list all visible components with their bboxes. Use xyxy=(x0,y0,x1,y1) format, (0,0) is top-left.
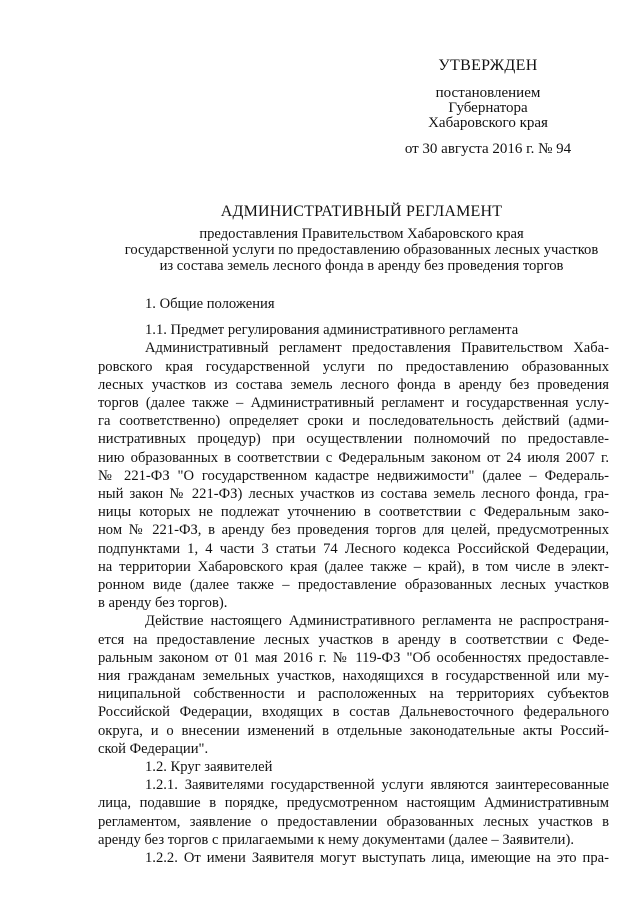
text-line: ниципальной собственности и расположенных на территориях субъектов xyxy=(98,686,609,703)
text-line: ном № 221-ФЗ, в аренду без проведения торгов для целей, предусмотренных xyxy=(98,522,609,539)
subtitle-line: государственной услуги по предоставлению образованных лесных участков xyxy=(124,242,599,258)
text-line: № 221-ФЗ "О государственном кадастре недвижимости" (далее – Федераль- xyxy=(98,467,609,484)
subtitle-line: из состава земель лесного фонда в аренду без проведения торгов xyxy=(159,258,564,274)
paragraph-4 xyxy=(98,849,609,867)
text-line: в аренду без торгов). xyxy=(98,595,228,612)
document-title: АДМИНИСТРАТИВНЫЙ РЕГЛАМЕНТ xyxy=(220,203,503,220)
text-line: Действие настоящего Административного регламента не распространя- xyxy=(145,613,609,630)
approval-stamp xyxy=(388,57,588,157)
text-line: ницы которых не подлежат уточнению в соответствии с Федеральным зако- xyxy=(98,504,609,521)
document-subtitle xyxy=(90,226,633,274)
text-line: аренду без торгов с прилагаемыми к нему документами (далее – Заявители). xyxy=(98,831,574,848)
text-line: лесных участков из состава земель лесного фонда в аренду без проведения xyxy=(98,376,609,393)
approval-line-1: постановлением xyxy=(435,85,541,101)
approval-line-2: Губернатора xyxy=(448,100,528,116)
paragraph-3 xyxy=(98,776,609,849)
paragraph-2 xyxy=(98,612,609,758)
text-line: га соответственно) определяет сроки и последовательность действий (адми- xyxy=(98,413,609,430)
text-line: нию образованных в соответствии с Федеральным законом от 24 июля 2007 г. xyxy=(98,449,609,466)
section-circle-heading: 1.2. Круг заявителей xyxy=(145,759,273,776)
approved-label: УТВЕРЖДЕН xyxy=(438,57,538,74)
text-line: ровского края государственной услуги по предоставлению образованных xyxy=(98,358,609,375)
text-line: Административный регламент предоставления Правительством Хаба- xyxy=(145,340,609,357)
subtitle-line: предоставления Правительством Хабаровского края xyxy=(199,226,524,242)
text-line: ется на предоставление лесных участков в аренду в соответствии с Феде- xyxy=(98,631,609,648)
document-body xyxy=(98,295,609,867)
text-line: ронном виде (далее также – предоставление образованных лесных участков xyxy=(98,577,609,594)
text-line: ской Федерации". xyxy=(98,740,209,757)
text-line: 1.2.1. Заявителями государственной услуги являются заинтересованные xyxy=(145,777,609,794)
text-line: нистративных процедур) при осуществлении полномочий по предоставле- xyxy=(98,431,609,448)
text-line: Российской Федерации, входящих в состав Дальневосточного федерального xyxy=(98,704,609,721)
text-line: регламентом, заявление о предоставлении образованных лесных участков в xyxy=(98,813,609,830)
text-line: ный закон № 221-ФЗ) лесных участков из состава земель лесного фонда, гра- xyxy=(98,486,609,503)
approval-line-3: Хабаровского края xyxy=(428,115,548,131)
text-line: подпунктами 1, 4 части 3 статьи 74 Лесного кодекса Российской Федерации, xyxy=(98,540,609,557)
text-line: ния гражданам земельных участков, находящихся в государственной или му- xyxy=(98,668,609,685)
approval-date: от 30 августа 2016 г. № 94 xyxy=(404,141,572,157)
text-line: лица, подавшие в порядке, предусмотренном настоящим Административным xyxy=(98,795,609,812)
text-line: 1.2.2. От имени Заявителя могут выступать лица, имеющие на это пра- xyxy=(145,850,609,867)
text-line: торгов (далее также – Административный регламент и государственная услу- xyxy=(98,395,609,412)
text-line: на территории Хабаровского края (далее также – край), в том числе в элект- xyxy=(98,558,609,575)
section-general-heading: 1. Общие положения xyxy=(145,296,275,312)
paragraph-1 xyxy=(98,339,609,612)
section-subject-heading: 1.1. Предмет регулирования административного регламента xyxy=(145,322,519,339)
text-line: ральным законом от 01 мая 2016 г. № 119-ФЗ "Об особенностях предоставле- xyxy=(98,649,609,666)
text-line: округа, и о внесении изменений в отдельные законодательные акты Россий- xyxy=(98,722,609,739)
